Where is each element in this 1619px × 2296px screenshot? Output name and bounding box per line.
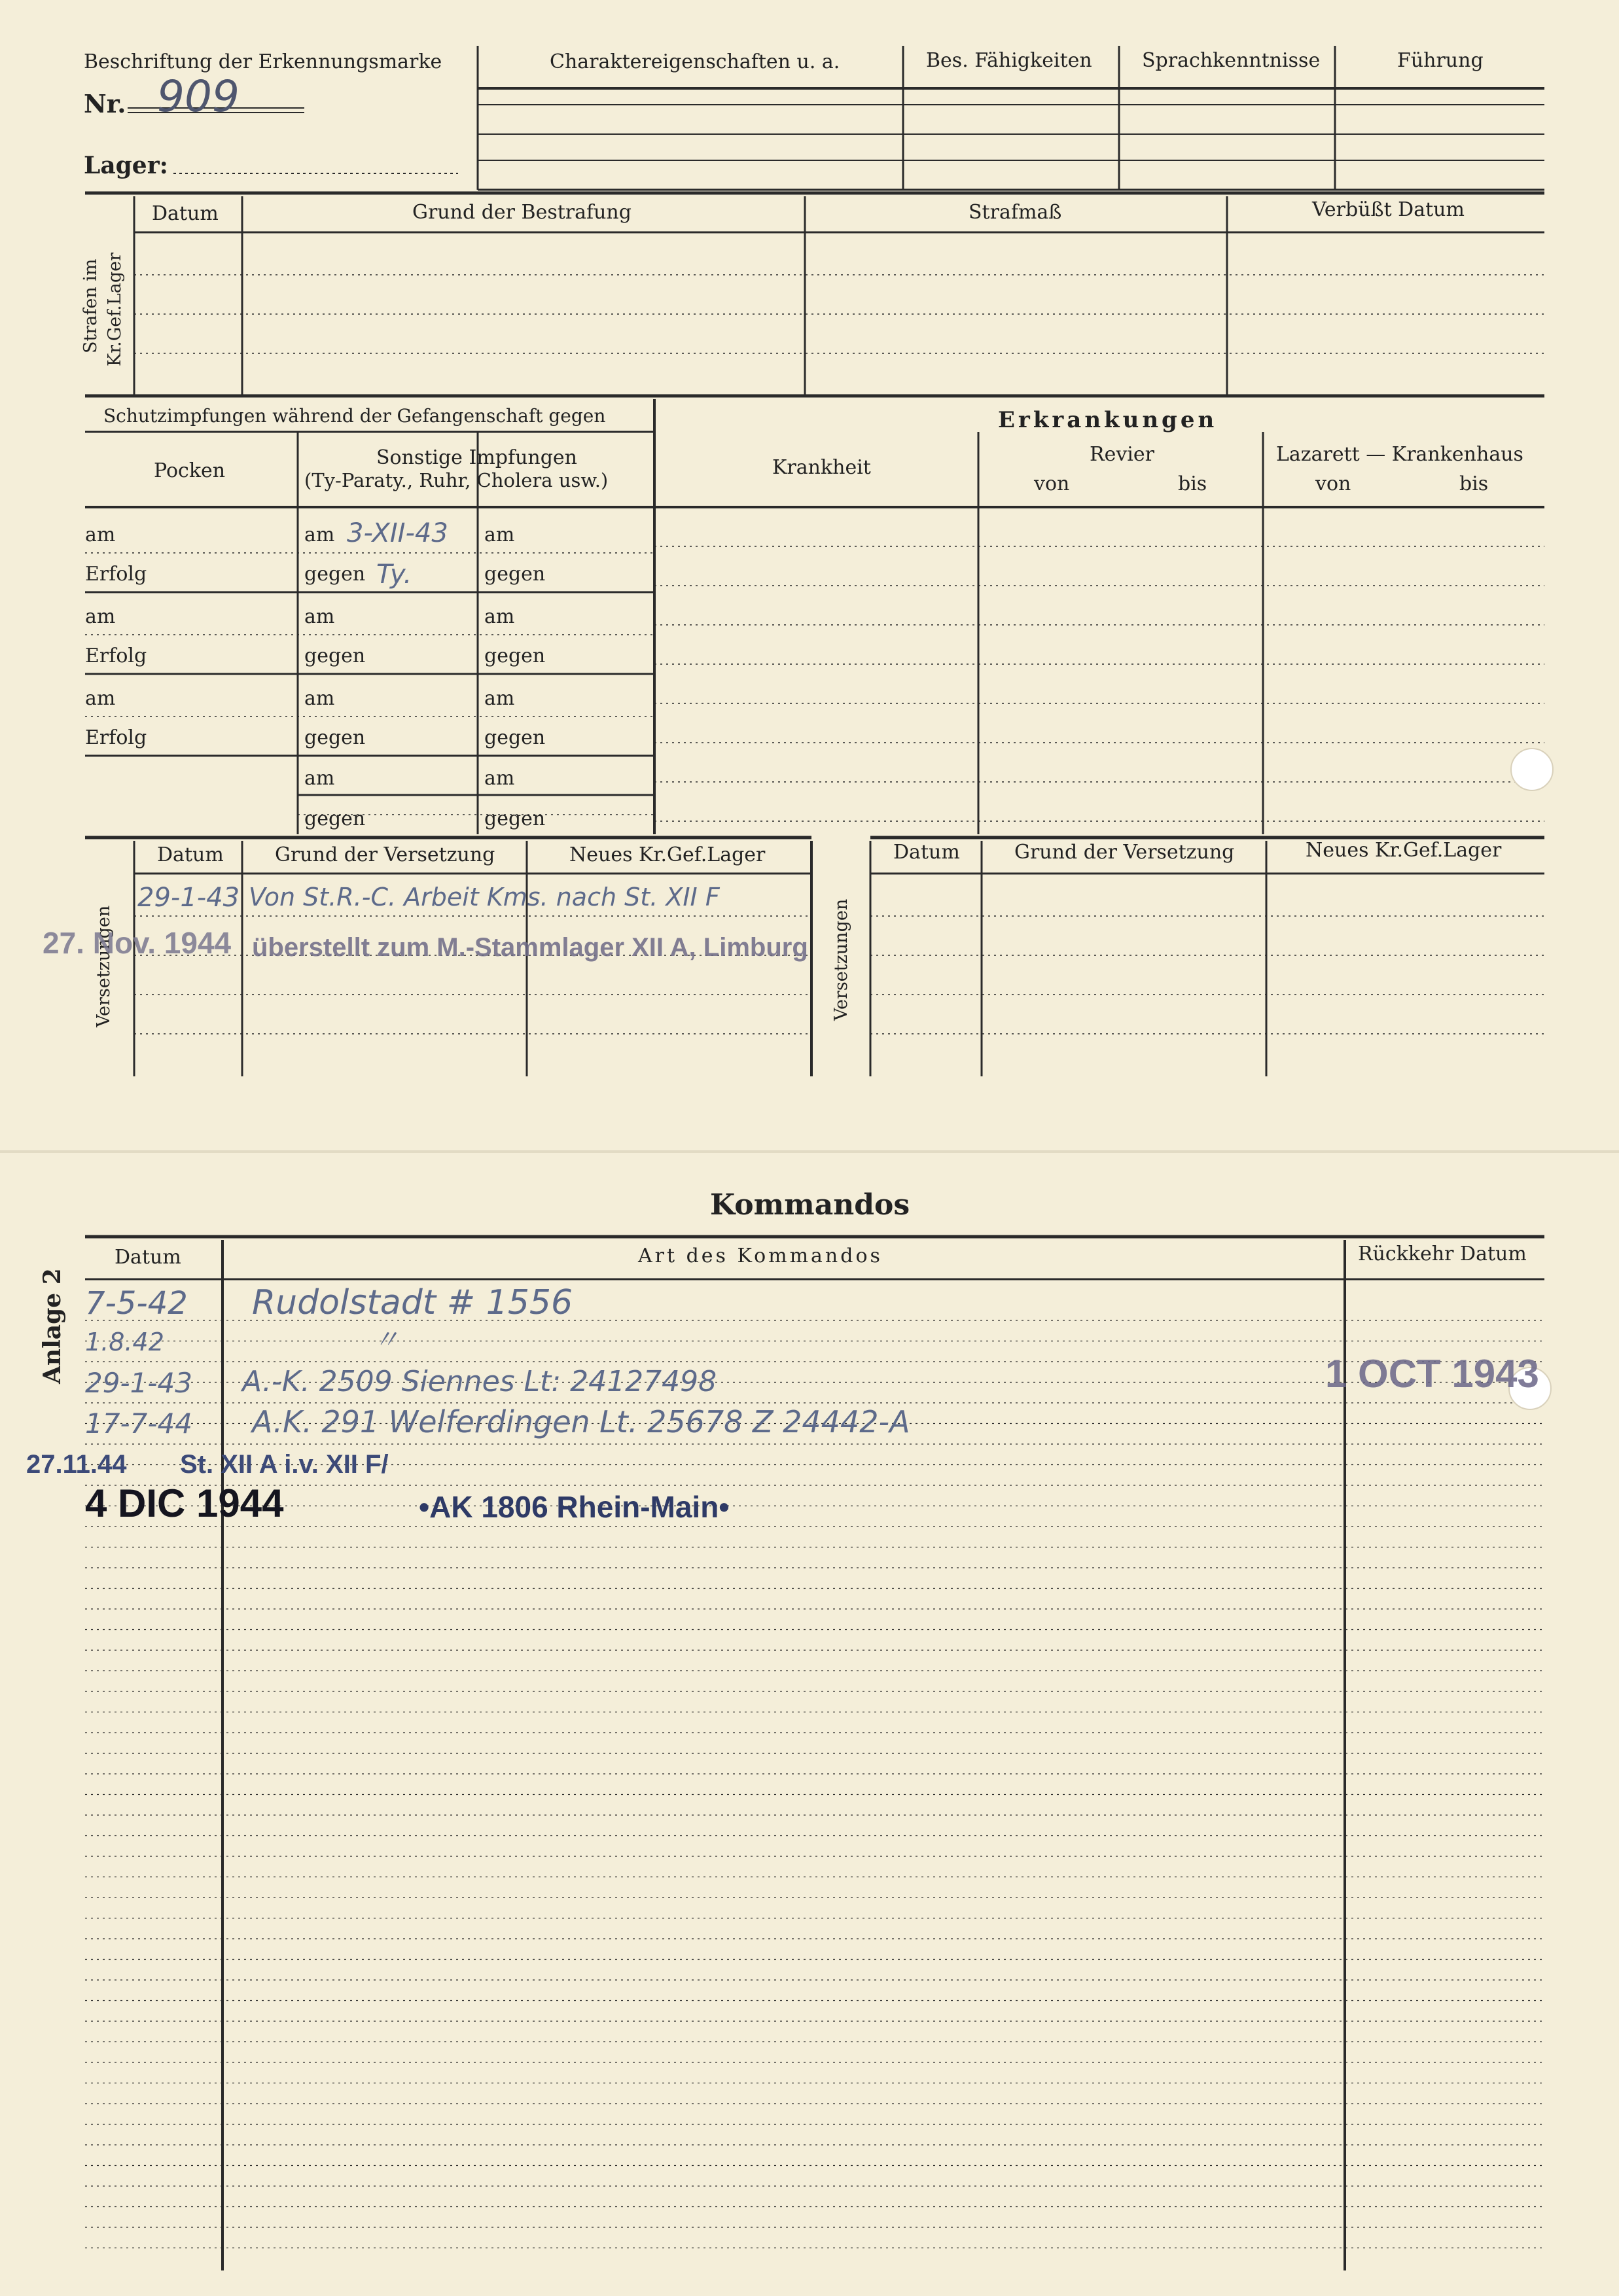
komm-entry-date: 7-5-42 (85, 1285, 188, 1322)
rueckkehr-stamp: 1 OCT 1943 (1325, 1352, 1539, 1396)
strafen-side-label-1: Strafen im (80, 258, 101, 353)
pocken-header: Pocken (154, 459, 226, 482)
pocken-row-3: am (85, 605, 116, 628)
lazarett-header: Lazarett — Krankenhaus (1276, 443, 1523, 466)
revier-von: von (1034, 472, 1070, 495)
vers-col-grund-right: Grund der Versetzung (1014, 841, 1235, 864)
revier-bis: bis (1178, 472, 1207, 495)
pocken-row-6: Erfolg (85, 726, 147, 749)
lazarett-bis: bis (1459, 472, 1489, 495)
sonstige2-row-1: am (484, 523, 515, 546)
sonstige2-row-8: gegen (484, 807, 546, 830)
strafen-col-strafmass: Strafmaß (969, 201, 1062, 224)
sonstige-row-6: gegen (304, 726, 366, 749)
lager-label: Lager: (84, 152, 168, 179)
vers-stamp-date: 27. Nov. 1944 (43, 926, 232, 960)
erkrankungen-title: Erkrankungen (998, 407, 1218, 433)
komm-entry-text: St. XII A i.v. XII F/ (180, 1450, 389, 1479)
komm-entry-text: A.-K. 2509 Siennes Lt: 24127498 (242, 1365, 717, 1398)
pocken-row-4: Erfolg (85, 645, 147, 667)
sonstige-row-3: am (304, 605, 335, 628)
vers-entry-text: Von St.R.-C. Arbeit Kms. nach St. XII F (249, 883, 720, 911)
strafen-col-datum: Datum (152, 202, 219, 225)
impf-date-handwritten: 3-XII-43 (347, 518, 448, 548)
komm-entry-date: 27.11.44 (26, 1450, 127, 1479)
anlage-label: Anlage 2 (39, 1268, 66, 1384)
komm-entry-text: Rudolstadt # 1556 (252, 1283, 573, 1322)
strafen-side-label-2: Kr.Gef.Lager (105, 252, 125, 366)
komm-entry-date: 29-1-43 (85, 1367, 192, 1399)
komm-entry-date: 1.8.42 (85, 1328, 164, 1356)
vers-stamp-text: überstellt zum M.-Stammlager XII A, Limburg (252, 933, 808, 962)
komm-col-datum: Datum (115, 1246, 181, 1269)
krankheit-header: Krankheit (772, 456, 871, 479)
pocken-row-1: am (85, 523, 116, 546)
sonstige-row-1: am (304, 523, 335, 546)
sonstige2-row-7: am (484, 767, 515, 790)
sonstige-row-5: am (304, 687, 335, 710)
revier-header: Revier (1090, 443, 1154, 466)
sonstige2-row-2: gegen (484, 563, 546, 586)
sonstige-row-8: gegen (304, 807, 366, 830)
komm-entry-text: 〃 (373, 1325, 399, 1355)
impfungen-title: Schutzimpfungen während der Gefangenschaft gegen (103, 405, 606, 427)
versetzungen-side-label-right: Versetzungen (831, 898, 851, 1021)
komm-entry-text: A.K. 291 Welferdingen Lt. 25678 Z 24442-A (252, 1404, 910, 1439)
komm-entry-date: 17-7-44 (85, 1407, 192, 1439)
vers-col-lager-left: Neues Kr.Gef.Lager (569, 843, 766, 866)
versetzungen-side-label-left: Versetzungen (94, 905, 114, 1027)
strafen-col-verbuesst: Verbüßt Datum (1312, 198, 1465, 221)
sonstige2-row-3: am (484, 605, 515, 628)
pocken-row-2: Erfolg (85, 563, 147, 586)
sonstige-header-1: Sonstige Impfungen (376, 446, 578, 469)
lazarett-von: von (1315, 472, 1351, 495)
sonstige2-row-6: gegen (484, 726, 546, 749)
col-charakter: Charaktereigenschaften u. a. (550, 50, 840, 73)
vers-col-grund-left: Grund der Versetzung (275, 843, 495, 866)
punch-hole (1510, 748, 1554, 791)
nr-label: Nr. (84, 89, 126, 118)
sonstige-row-4: gegen (304, 645, 366, 667)
komm-col-rueckkehr: Rückkehr Datum (1358, 1243, 1527, 1265)
impf-gegen-handwritten: Ty. (376, 559, 412, 590)
col-faehigkeiten: Bes. Fähigkeiten (926, 49, 1092, 72)
sonstige-row-7: am (304, 767, 335, 790)
vers-col-lager-right: Neues Kr.Gef.Lager (1306, 839, 1502, 862)
komm-entry-text: •AK 1806 Rhein-Main• (419, 1490, 730, 1524)
pocken-row-5: am (85, 687, 116, 710)
komm-entry-date: 4 DIC 1944 (85, 1481, 284, 1525)
komm-col-art: Art des Kommandos (638, 1245, 883, 1267)
vers-col-datum-left: Datum (157, 843, 224, 866)
vers-col-datum-right: Datum (893, 841, 960, 864)
col-fuehrung: Führung (1397, 49, 1484, 72)
vers-entry-date: 29-1-43 (137, 883, 240, 913)
sonstige2-row-4: gegen (484, 645, 546, 667)
marke-label: Beschriftung der Erkennungsmarke (84, 50, 442, 73)
kommandos-title: Kommandos (710, 1188, 910, 1222)
sonstige2-row-5: am (484, 687, 515, 710)
nr-value: 909 (157, 71, 240, 122)
col-sprachkenntnisse: Sprachkenntnisse (1142, 49, 1321, 72)
sonstige-row-2: gegen (304, 563, 366, 586)
sonstige-header-2: (Ty-Paraty., Ruhr, Cholera usw.) (304, 469, 609, 491)
strafen-col-grund: Grund der Bestrafung (412, 201, 632, 224)
